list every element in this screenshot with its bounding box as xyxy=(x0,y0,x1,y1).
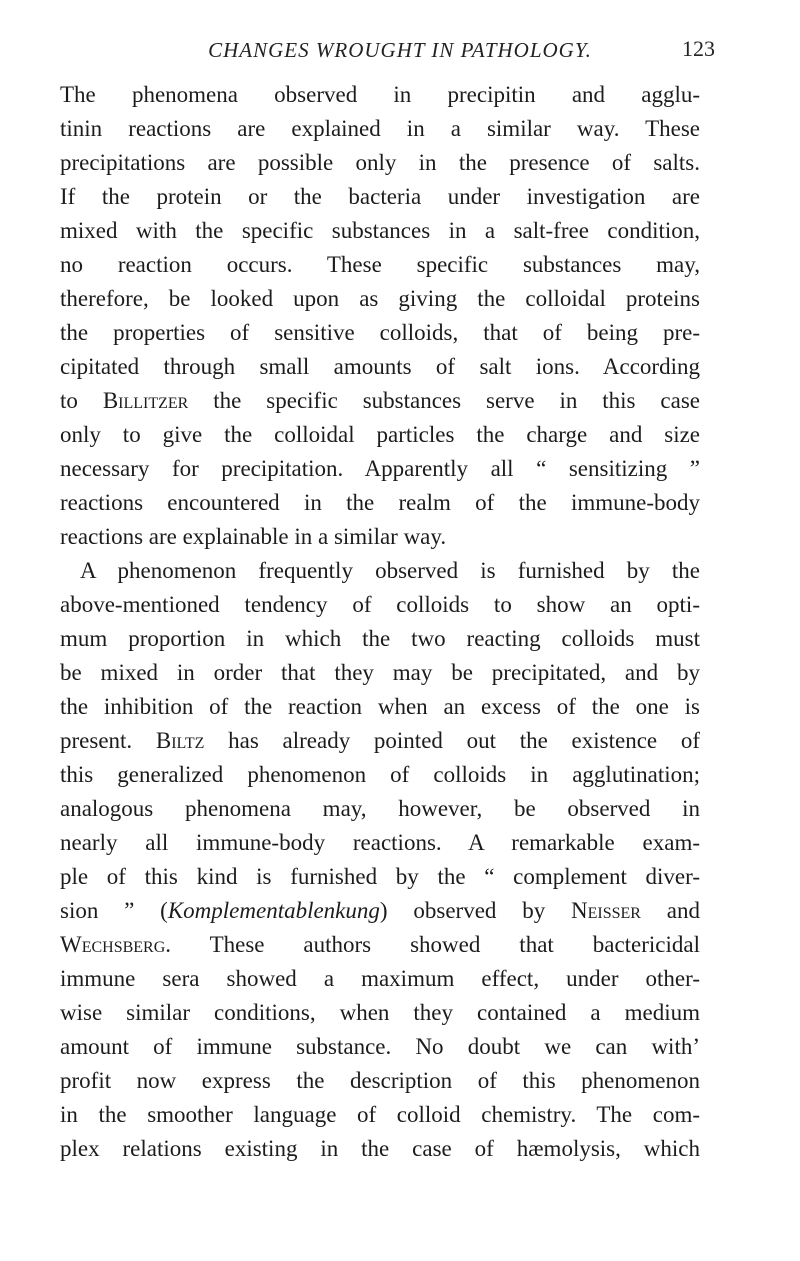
text-line: tinin reactions are explained in a similar way. These xyxy=(60,116,700,141)
text-line: nearly all immune-body reactions. A remarkable exam- xyxy=(60,830,700,855)
text-line: analogous phenomena may, however, be observed in xyxy=(60,796,700,821)
text-line: mixed with the specific substances in a salt-free condition, xyxy=(60,218,700,243)
text-line: reactions are explainable in a similar way. xyxy=(60,524,447,549)
text-line: be mixed in order that they may be precipitated, and by xyxy=(60,660,700,685)
paragraph-start: A phenomenon frequently observed is furnished by the xyxy=(80,558,700,583)
text-line: reactions encountered in the realm of the immune-body xyxy=(60,490,700,515)
author-name: Biltz xyxy=(155,728,205,753)
text-line: amount of immune substance. No doubt we can with’ xyxy=(60,1034,700,1059)
body-text xyxy=(60,78,700,1166)
text-line: above-mentioned tendency of colloids to show an opti- xyxy=(60,592,700,617)
text-line: profit now express the description of this phenomenon xyxy=(60,1068,700,1093)
text-line: sion ” (Komplementablenkung) observed by Neisser and xyxy=(60,898,700,923)
running-head: CHANGES WROUGHT IN PATHOLOGY. xyxy=(208,38,592,62)
text-line: The phenomena observed in precipitin and agglu- xyxy=(60,82,700,107)
text-line: cipitated through small amounts of salt ions. According xyxy=(60,354,700,379)
text-line: Wechsberg. These authors showed that bactericidal xyxy=(60,932,700,957)
text-line: no reaction occurs. These specific substances may, xyxy=(60,252,700,277)
text-line: the properties of sensitive colloids, that of being pre- xyxy=(60,320,700,345)
page-number: 123 xyxy=(682,36,715,61)
text-line: this generalized phenomenon of colloids in agglutination; xyxy=(60,762,700,787)
author-name: Wechsberg xyxy=(60,932,166,957)
text-line: wise similar conditions, when they contained a medium xyxy=(60,1000,700,1025)
text-line: ple of this kind is furnished by the “ complement diver- xyxy=(60,864,700,889)
text-line: in the smoother language of colloid chemistry. The com- xyxy=(60,1102,700,1127)
text-line: necessary for precipitation. Apparently all “ sensitizing ” xyxy=(60,456,700,481)
text-line: plex relations existing in the case of hæmolysis, which xyxy=(60,1136,700,1161)
text-line: the inhibition of the reaction when an excess of the one is xyxy=(60,694,700,719)
author-name: Neisser xyxy=(571,898,641,923)
text-line: immune sera showed a maximum effect, under other- xyxy=(60,966,700,991)
text-line: mum proportion in which the two reacting colloids must xyxy=(60,626,700,651)
text-line: to Billitzer the specific substances serve in this case xyxy=(60,388,700,413)
text-line: only to give the colloidal particles the charge and size xyxy=(60,422,700,447)
german-term: Komplementablenkung xyxy=(167,898,380,923)
text-line: therefore, be looked upon as giving the colloidal proteins xyxy=(60,286,700,311)
text-line: precipitations are possible only in the presence of salts. xyxy=(60,150,700,175)
text-line: present. Biltz has already pointed out the existence of xyxy=(60,728,700,753)
text-line: If the protein or the bacteria under investigation are xyxy=(60,184,700,209)
author-name: Billitzer xyxy=(102,388,189,413)
